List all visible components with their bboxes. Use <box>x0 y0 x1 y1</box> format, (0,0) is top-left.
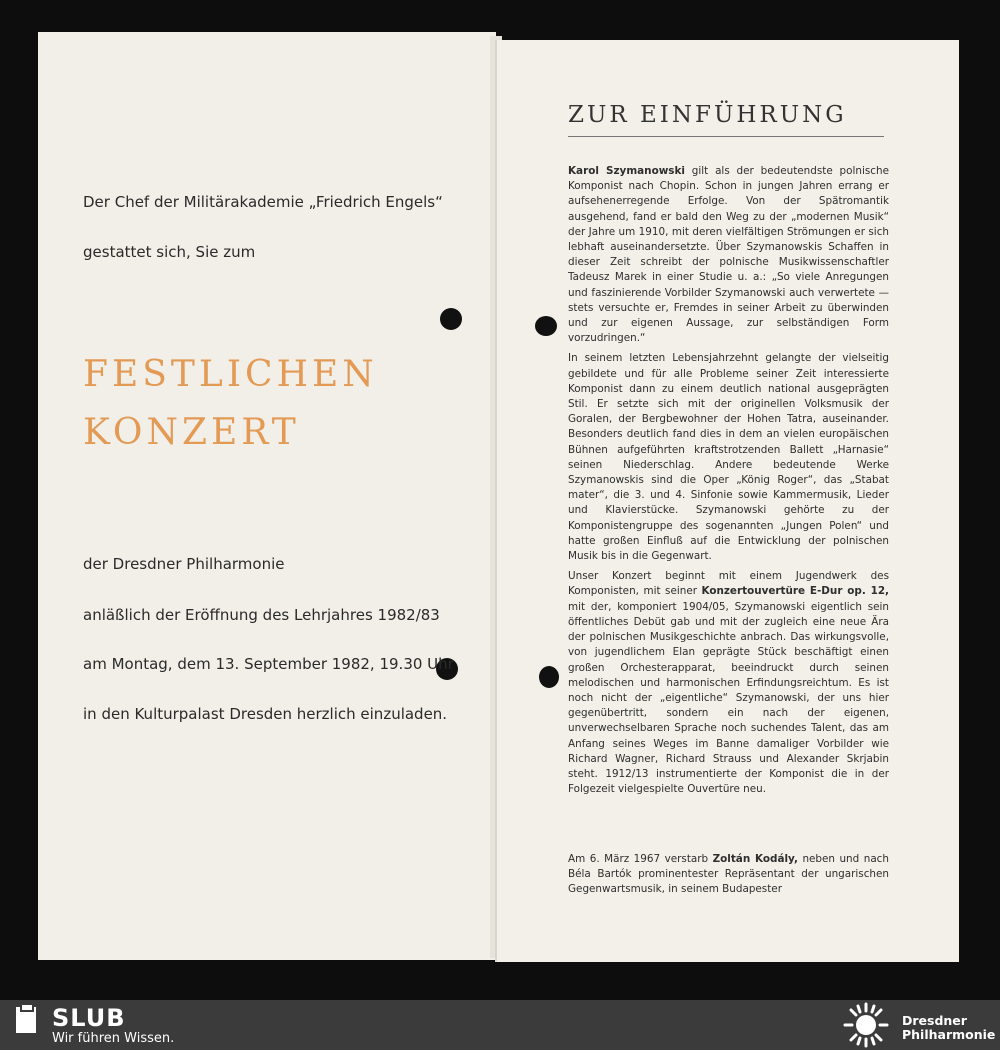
invitation-line: gestattet sich, Sie zum <box>83 243 256 261</box>
paragraph-4 <box>568 852 889 898</box>
paragraph-text: mit der, komponiert 1904/05, Szymanowski eigentlich sein öffentliches Debüt gab und mit der zugleich eine neue Ära der polnischen Musikgeschichte anbrach. Das wirkungsvolle, von jugendlichem Elan geprägte Stück beschäftigt einen großen Orchesterapparat, beeindruckt durch seinen melodischen und harmonischen Erfindungsreichtum. Es ist noch nicht der „eigentliche“ Szymanowski, der uns hier gegenübertritt, sondern ein nach der eigenen, unverwechselbaren Sprache noch suchendes Talent, das am Anfang seines Weges im Banne damaliger Vorbilder wie Richard Wagner, Richard Strauss und Alexander Skrjabin steht. 1912/13 instrumentierte der Komponist die in der Folgezeit vielgespielte Ouvertüre neu. <box>568 600 889 796</box>
punch-hole <box>539 666 559 688</box>
paragraph-3 <box>568 569 889 797</box>
paragraph-text: Unser Konzert beginnt mit einem Jugendwerk des Komponisten, mit seiner <box>568 570 889 598</box>
concert-title-line1: FESTLICHEN <box>83 354 378 395</box>
punch-hole <box>440 308 462 330</box>
paragraph-text: gilt als der bedeutendste polnische Komponist nach Chopin. Schon in jungen Jahren errang er aufsehenerregende Erfolge. Von der Spätromantik ausgehend, fand er bald den Weg zu der „modernen Musik“ der Jahre um 1910, mit deren vielfältigen Strömungen er sich lebhaft auseinandersetzte. Über Szymanowskis Schaffen in dieser Zeit schreibt der polnische Musikwissenschaftler Tadeusz Marek in einer Studie u. a.: „So viele Anregungen und faszinierende Vorbilder Szymanowski auch verwertete — stets versuchte er, Fremdes in seiner Arbeit zu überwinden und zur eigenen Aussage, zur selbständigen Form vorzudringen.“ <box>568 165 889 345</box>
occasion-line: anläßlich der Eröffnung des Lehrjahres 1982/83 <box>83 606 440 624</box>
introduction-body-continued <box>568 852 889 903</box>
paragraph-text: neben und nach Béla Bartók prominentester Repräsentant der ungarischen Gegenwartsmusik, in seinem Budapester <box>568 853 889 896</box>
punch-hole <box>535 316 557 336</box>
work-title: Konzertouvertüre E-Dur op. 12, <box>701 585 890 598</box>
date-line: am Montag, dem 13. September 1982, 19.30 Uhr <box>83 655 454 673</box>
philharmonie-logo-icon <box>840 1002 892 1048</box>
left-page <box>38 32 496 960</box>
partner-logo-text[interactable] <box>902 1014 995 1042</box>
introduction-body <box>568 164 889 802</box>
partner-name-line1: Dresdner <box>902 1013 967 1028</box>
paragraph-1 <box>568 164 889 346</box>
composer-name: Karol Szymanowski <box>568 165 685 177</box>
paragraph-text: In seinem letzten Lebensjahrzehnt gelangte der vielseitig gebildete und für alle Probleme seiner Zeit interessierte Komponist dann zu einem deutlich national ausgeprägten Stil. Er setzte sich mit der originellen Volksmusik der Goralen, der Bergbewohner der Hohen Tatra, auseinander. Besonders deutlich fand dies in dem an vielen europäischen Bühnen aufgeführten kraftstrotzenden Ballett „Harnasie“ seinen Niederschlag. Andere bedeutende Werke Szymanowskis sind die Oper „König Roger“, das „Stabat mater“, die 3. und 4. Sinfonie sowie Kammermusik, Lieder und Klavierstücke. Szymanowski gehörte zu der Komponistengruppe des sogenannten „Jungen Polen“ und hatte großen Einfluß auf die Entwicklung der polnischen Musik bis in die Gegenwart. <box>568 352 889 563</box>
paragraph-2 <box>568 351 889 564</box>
composer-name: Zoltán Kodály, <box>712 853 798 865</box>
library-tagline: Wir führen Wissen. <box>52 1031 175 1046</box>
invitation-host-line: Der Chef der Militärakademie „Friedrich Engels“ <box>83 193 443 211</box>
partner-name-line2: Philharmonie <box>902 1027 996 1042</box>
introduction-heading: ZUR EINFÜHRUNG <box>568 102 847 128</box>
heading-rule <box>568 136 884 137</box>
slub-logo-icon <box>14 1004 38 1034</box>
venue-line: in den Kulturpalast Dresden herzlich einzuladen. <box>83 705 448 723</box>
library-logo-text[interactable]: SLUB <box>52 1004 126 1032</box>
paragraph-text: Am 6. März 1967 verstarb <box>568 853 713 865</box>
orchestra-line: der Dresdner Philharmonie <box>83 555 285 573</box>
concert-title-line2: KONZERT <box>83 412 300 453</box>
